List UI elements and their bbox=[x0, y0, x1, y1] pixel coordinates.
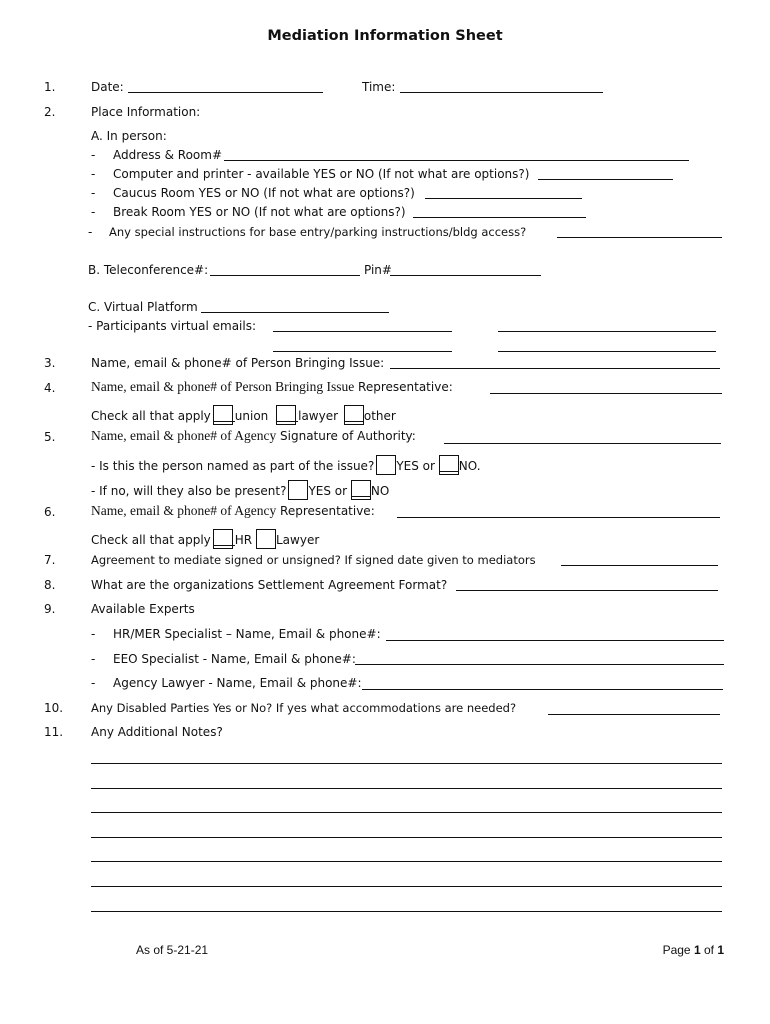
special-instructions-field[interactable] bbox=[557, 237, 722, 238]
is-named-question: - Is this the person named as part of the issue? bbox=[91, 459, 375, 473]
page-total: 1 bbox=[717, 943, 724, 957]
available-experts-label: Available Experts bbox=[91, 602, 195, 616]
present-no-label: NO bbox=[370, 484, 390, 498]
additional-notes-label: Any Additional Notes? bbox=[91, 725, 223, 739]
hr-mer-label: HR/MER Specialist – Name, Email & phone#: bbox=[113, 627, 381, 641]
page-current: 1 bbox=[693, 943, 701, 957]
named-yes-checkbox[interactable] bbox=[376, 455, 396, 475]
present-no-underline bbox=[351, 484, 371, 497]
present-yes-checkbox[interactable] bbox=[288, 480, 308, 500]
eeo-label: EEO Specialist - Name, Email & phone#: bbox=[113, 652, 356, 666]
pin-label: Pin# bbox=[364, 263, 392, 277]
address-room-field[interactable] bbox=[224, 160, 689, 161]
in-person-label: A. In person: bbox=[91, 129, 167, 143]
address-room-label: Address & Room# bbox=[113, 148, 223, 162]
named-no-underline bbox=[439, 459, 459, 472]
page-title: Mediation Information Sheet bbox=[267, 28, 503, 44]
agency-signature-field[interactable] bbox=[444, 443, 721, 444]
named-yes-label: YES or bbox=[396, 459, 435, 473]
named-no-label: NO. bbox=[458, 459, 481, 473]
virtual-email-field-1[interactable] bbox=[273, 331, 452, 332]
item-number-8: 8. bbox=[44, 578, 56, 592]
person-bringing-issue-label: Name, email & phone# of Person Bringing Issue: bbox=[91, 356, 385, 370]
person-rep-label bbox=[91, 380, 453, 394]
item-number-1: 1. bbox=[44, 80, 56, 94]
notes-line[interactable] bbox=[91, 788, 722, 789]
check-all-row-1 bbox=[91, 405, 396, 425]
settlement-format-field[interactable] bbox=[456, 590, 718, 591]
agency-signature-label-serif: Name, email & phone# of Agency bbox=[91, 428, 277, 443]
agency-signature-label bbox=[91, 429, 416, 443]
hr-underline bbox=[213, 533, 235, 546]
bullet-dash: - bbox=[91, 652, 96, 666]
bullet-dash: - bbox=[91, 676, 96, 690]
lawyer-label: lawyer bbox=[298, 409, 339, 423]
agency-rep-label-sans: Representative: bbox=[276, 504, 375, 518]
item-number-11: 11. bbox=[44, 725, 64, 739]
bullet-dash: - bbox=[91, 148, 96, 162]
bullet-dash: - bbox=[91, 627, 96, 641]
teleconference-field[interactable] bbox=[210, 275, 360, 276]
present-yes-label: YES or bbox=[308, 484, 348, 498]
agency-lawyer-label: Agency Lawyer - Name, Email & phone#: bbox=[113, 676, 362, 690]
item-number-9: 9. bbox=[44, 602, 56, 616]
check-all-label: Check all that apply bbox=[91, 533, 211, 547]
item-number-3: 3. bbox=[44, 356, 56, 370]
break-room-field[interactable] bbox=[413, 217, 586, 218]
other-underline bbox=[344, 409, 364, 422]
agency-lawyer-field[interactable] bbox=[362, 689, 723, 690]
union-underline bbox=[213, 409, 235, 422]
time-label: Time: bbox=[362, 80, 396, 94]
virtual-email-field-3[interactable] bbox=[273, 351, 452, 352]
computer-printer-field[interactable] bbox=[538, 179, 673, 180]
notes-line[interactable] bbox=[91, 911, 722, 912]
notes-line[interactable] bbox=[91, 763, 722, 764]
date-field[interactable] bbox=[128, 92, 323, 93]
time-field[interactable] bbox=[400, 92, 603, 93]
virtual-platform-label: C. Virtual Platform bbox=[88, 300, 198, 314]
hr-label: HR bbox=[234, 533, 253, 547]
virtual-platform-field[interactable] bbox=[201, 312, 389, 313]
person-rep-field[interactable] bbox=[490, 393, 722, 394]
if-no-row bbox=[91, 480, 389, 500]
teleconference-label: B. Teleconference#: bbox=[88, 263, 209, 277]
notes-line[interactable] bbox=[91, 886, 722, 887]
disabled-parties-field[interactable] bbox=[548, 714, 720, 715]
notes-line[interactable] bbox=[91, 837, 722, 838]
notes-line[interactable] bbox=[91, 812, 722, 813]
settlement-format-label: What are the organizations Settlement Agreement Format? bbox=[91, 578, 448, 592]
person-bringing-issue-field[interactable] bbox=[390, 368, 720, 369]
item-number-7: 7. bbox=[44, 553, 56, 567]
hr-mer-field[interactable] bbox=[386, 640, 724, 641]
virtual-emails-label: - Participants virtual emails: bbox=[88, 319, 257, 333]
caucus-room-field[interactable] bbox=[425, 198, 582, 199]
virtual-email-field-2[interactable] bbox=[498, 331, 716, 332]
virtual-email-field-4[interactable] bbox=[498, 351, 716, 352]
page-number bbox=[663, 943, 724, 957]
page-prefix: Page bbox=[662, 943, 694, 957]
union-label: union bbox=[234, 409, 269, 423]
eeo-field[interactable] bbox=[355, 664, 724, 665]
agreement-field[interactable] bbox=[561, 565, 718, 566]
agreement-label: Agreement to mediate signed or unsigned? If signed date given to mediators bbox=[91, 553, 536, 567]
item-number-2: 2. bbox=[44, 105, 56, 119]
check-all-row-2 bbox=[91, 529, 319, 549]
item-number-5: 5. bbox=[44, 430, 56, 444]
page-of: of bbox=[700, 943, 718, 957]
item-number-6: 6. bbox=[44, 505, 56, 519]
item-number-4: 4. bbox=[44, 381, 56, 395]
disabled-parties-label: Any Disabled Parties Yes or No? If yes what accommodations are needed? bbox=[91, 701, 517, 715]
bullet-dash: - bbox=[91, 205, 96, 219]
item-number-10: 10. bbox=[44, 701, 64, 715]
computer-printer-label: Computer and printer - available YES or NO (If not what are options?) bbox=[113, 167, 530, 181]
agency-rep-field[interactable] bbox=[397, 517, 720, 518]
caucus-room-label: Caucus Room YES or NO (If not what are options?) bbox=[113, 186, 415, 200]
place-information-label: Place Information: bbox=[91, 105, 201, 119]
agency-signature-label-sans: Signature of Authority: bbox=[276, 429, 416, 443]
check-all-label: Check all that apply bbox=[91, 409, 211, 423]
date-label: Date: bbox=[91, 80, 124, 94]
notes-line[interactable] bbox=[91, 861, 722, 862]
special-instructions-label: Any special instructions for base entry/parking instructions/bldg access? bbox=[109, 225, 527, 239]
agency-rep-label bbox=[91, 504, 375, 518]
break-room-label: Break Room YES or NO (If not what are options?) bbox=[113, 205, 406, 219]
other-label: other bbox=[363, 409, 396, 423]
agency-rep-label-serif: Name, email & phone# of Agency bbox=[91, 503, 277, 518]
bullet-dash: - bbox=[91, 186, 96, 200]
if-no-question: - If no, will they also be present? bbox=[91, 484, 287, 498]
lawyer2-checkbox[interactable] bbox=[256, 529, 276, 549]
person-rep-label-serif: Name, email & phone# of Person Bringing Issue bbox=[91, 379, 355, 394]
bullet-dash: - bbox=[91, 167, 96, 181]
is-named-row bbox=[91, 455, 481, 475]
pin-field[interactable] bbox=[390, 275, 541, 276]
revision-date: As of 5-21-21 bbox=[136, 943, 209, 957]
bullet-dash: - bbox=[88, 225, 93, 239]
person-rep-label-sans: Representative: bbox=[354, 380, 453, 394]
lawyer2-label: Lawyer bbox=[275, 533, 320, 547]
lawyer-underline bbox=[276, 409, 298, 422]
